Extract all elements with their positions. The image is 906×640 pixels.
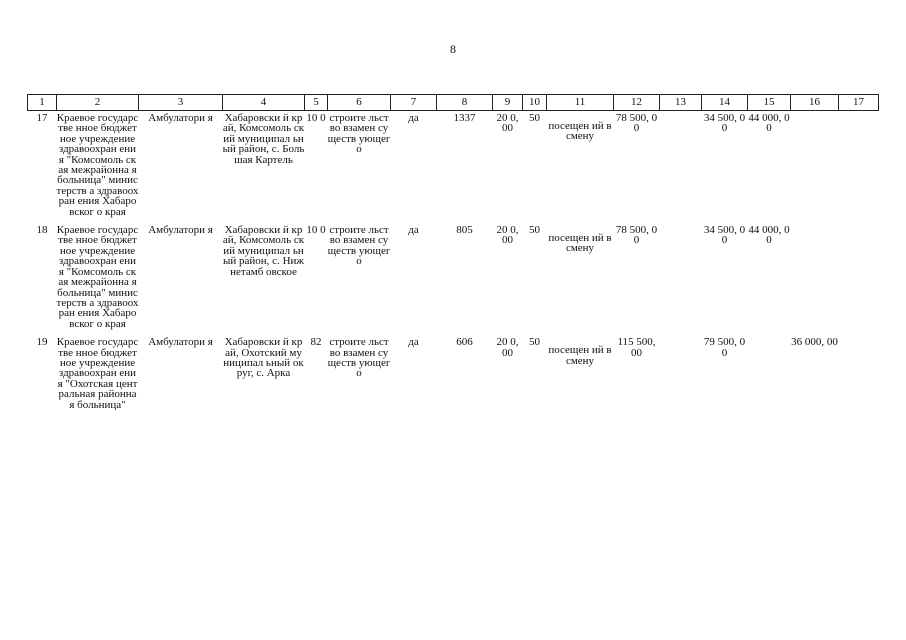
column-header-9: 9 (493, 95, 523, 111)
cell-col-14: 34 500, 00 (703, 112, 746, 135)
cell-col-8: 606 (456, 336, 473, 349)
column-header-5: 5 (305, 95, 328, 111)
work-type-cell: строите льство взамен существ ующего (327, 336, 391, 380)
cell-col-17 (839, 335, 879, 416)
cell-col-12: 115 500, 00 (617, 336, 656, 359)
facility-type-cell: Амбулатори я (148, 336, 213, 349)
column-header-15: 15 (748, 95, 791, 111)
location-cell: Хабаровски й край, Комсомоль ский муниципал ьный район, с. Большая Картель (222, 112, 305, 166)
institution-cell: Краевое государстве нное бюджетное учреждение здравоохран ения "Комсомоль ская межрайонна я больница" министерств а здравоохран ения Хабаровског о края (56, 224, 139, 330)
cell-col-16 (791, 223, 839, 335)
cell-col-14: 79 500, 00 (703, 336, 746, 359)
table-row (28, 111, 879, 224)
column-header-12: 12 (614, 95, 660, 111)
row-number-cell: 19 (36, 336, 48, 349)
column-header-14: 14 (702, 95, 748, 111)
capacity-unit-cell: посещен ий в смену (548, 344, 612, 367)
column-header-11: 11 (547, 95, 614, 111)
column-header-17: 17 (839, 95, 879, 111)
cell-col-12: 78 500, 00 (615, 224, 658, 247)
cell-col-14: 34 500, 00 (703, 224, 746, 247)
facility-type-cell: Амбулатори я (148, 112, 213, 124)
table-row (28, 223, 879, 335)
column-number-header-row (28, 95, 879, 111)
institution-cell: Краевое государстве нное бюджетное учреждение здравоохран ения "Комсомоль ская межрайонна я больница" министерств а здравоохран ения Хабаровског о края (56, 112, 139, 218)
column-header-7: 7 (391, 95, 437, 111)
cell-col-12: 78 500, 00 (615, 112, 658, 135)
cell-col-5: 82 (310, 336, 322, 349)
row-number-cell: 17 (36, 112, 48, 124)
table-row (28, 335, 879, 416)
work-type-cell: строите льство взамен существ ующего (327, 224, 391, 268)
cell-col-10: 50 (529, 112, 540, 124)
cell-col-15: 44 000, 00 (748, 112, 790, 135)
column-header-8: 8 (437, 95, 493, 111)
column-header-4: 4 (223, 95, 305, 111)
cell-col-5: 10 0 (306, 112, 326, 124)
cell-col-9: 20 0, 00 (496, 112, 519, 135)
capacity-unit-cell: посещен ий в смену (548, 232, 612, 255)
page-number: 8 (450, 42, 456, 56)
cell-col-17 (839, 223, 879, 335)
cell-col-7: да (408, 112, 419, 124)
capacity-unit-cell: посещен ий в смену (548, 120, 612, 143)
column-header-16: 16 (791, 95, 839, 111)
data-table (27, 94, 879, 416)
column-header-10: 10 (523, 95, 547, 111)
work-type-cell: строите льство взамен существ ующего (327, 112, 391, 156)
cell-col-13 (660, 111, 702, 224)
cell-col-8: 1337 (453, 112, 476, 124)
location-cell: Хабаровски й край, Охотский муниципал ьный округ, с. Арка (223, 336, 304, 380)
cell-col-9: 20 0, 00 (496, 336, 519, 359)
column-header-13: 13 (660, 95, 702, 111)
cell-col-7: да (408, 336, 419, 349)
cell-col-15: 44 000, 00 (748, 224, 790, 247)
cell-col-13 (660, 335, 702, 416)
cell-col-10: 50 (529, 336, 540, 349)
cell-col-15 (748, 335, 791, 416)
cell-col-16: 36 000, 00 (791, 336, 838, 349)
institution-cell: Краевое государстве нное бюджетное учреждение здравоохран ения "Охотская центральная районная больница" (56, 336, 139, 411)
location-cell: Хабаровски й край, Комсомоль ский муниципал ьный район, с. Нижнетамб овское (222, 224, 305, 278)
facility-type-cell: Амбулатори я (148, 224, 213, 237)
cell-col-9: 20 0, 00 (496, 224, 519, 247)
column-header-3: 3 (139, 95, 223, 111)
cell-col-13 (660, 223, 702, 335)
cell-col-17 (839, 111, 879, 224)
cell-col-5: 10 0 (306, 224, 326, 237)
column-header-2: 2 (57, 95, 139, 111)
cell-col-7: да (408, 224, 419, 237)
row-number-cell: 18 (36, 224, 48, 237)
column-header-6: 6 (328, 95, 391, 111)
cell-col-10: 50 (529, 224, 540, 237)
cell-col-8: 805 (456, 224, 473, 237)
cell-col-16 (791, 111, 839, 224)
column-header-1: 1 (28, 95, 57, 111)
